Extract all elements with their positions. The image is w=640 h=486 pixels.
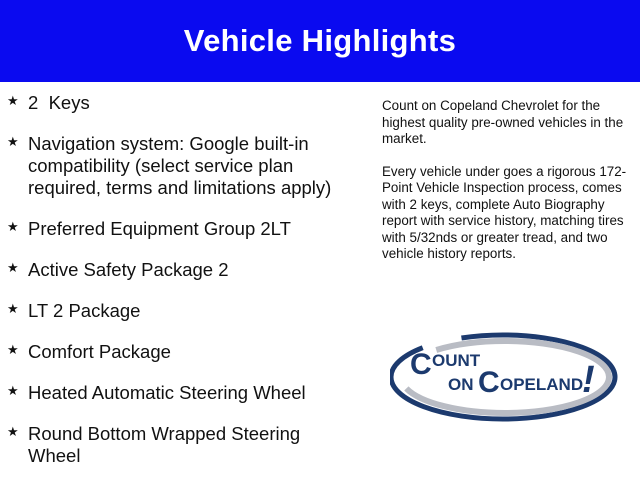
feature-text: Round Bottom Wrapped Steering Wheel (28, 423, 301, 466)
dealer-info (382, 98, 632, 279)
dealer-intro-paragraph: Count on Copeland Chevrolet for the highest quality pre-owned vehicles in the market. (382, 98, 624, 146)
count-on-copeland-logo (390, 330, 620, 426)
star-bullet-icon: ★ (7, 302, 19, 317)
feature-item (6, 92, 351, 114)
logo-exclamation: ! (582, 359, 595, 401)
feature-text: Navigation system: Google built-in compatibility (select service plan required, terms and limitations apply) (28, 133, 332, 198)
feature-text: Active Safety Package 2 (28, 259, 229, 280)
feature-list (6, 92, 351, 486)
star-bullet-icon: ★ (7, 425, 19, 440)
feature-item (6, 423, 351, 467)
feature-item (6, 382, 351, 404)
feature-text: LT 2 Package (28, 300, 141, 321)
logo-graphic (390, 330, 620, 426)
star-bullet-icon: ★ (7, 135, 19, 150)
inspection-paragraph: Every vehicle under goes a rigorous 172-Point Vehicle Inspection process, comes with 2 keys, complete Auto Biography report with service history, matching tires with 5/32nds or greater tread, and two vehicle history reports. (382, 163, 627, 261)
star-bullet-icon: ★ (7, 220, 19, 235)
star-bullet-icon: ★ (7, 384, 19, 399)
feature-item (6, 133, 351, 199)
logo-big-c-2: C (478, 366, 500, 399)
feature-text: Heated Automatic Steering Wheel (28, 382, 306, 403)
logo-word-count: OUNT (432, 351, 481, 370)
feature-text: Comfort Package (28, 341, 171, 362)
logo-word-copeland: OPELAND (500, 375, 584, 394)
feature-item (6, 300, 351, 322)
feature-text: Preferred Equipment Group 2LT (28, 218, 291, 239)
logo-big-c-1: C (410, 348, 432, 381)
feature-item (6, 341, 351, 363)
star-bullet-icon: ★ (7, 261, 19, 276)
feature-item (6, 218, 351, 240)
logo-word-on: ON (448, 375, 474, 394)
feature-text: 2 Keys (28, 92, 90, 113)
header-banner (0, 0, 640, 82)
feature-item (6, 259, 351, 281)
page-title: Vehicle Highlights (183, 23, 457, 58)
star-bullet-icon: ★ (7, 343, 19, 358)
star-bullet-icon: ★ (7, 94, 19, 109)
